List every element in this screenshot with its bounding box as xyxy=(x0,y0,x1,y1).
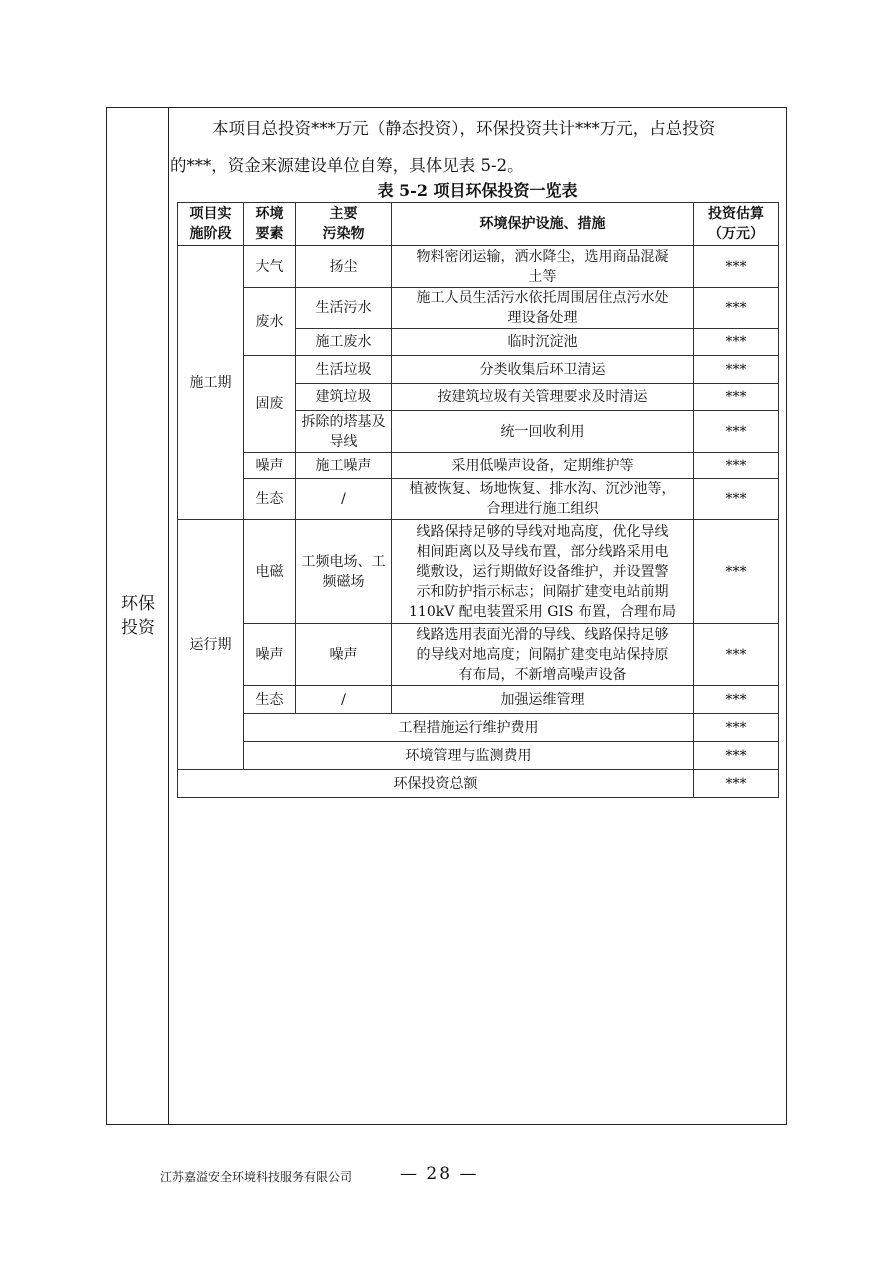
cost-cell: *** xyxy=(694,411,779,453)
intro-line: 的***，资金来源建设单位自筹，具体见表 5-2。 xyxy=(170,156,524,175)
pollutant-cell: 工频电场、工频磁场 xyxy=(296,520,392,624)
cost-cell: *** xyxy=(694,520,779,624)
table-row xyxy=(178,686,779,714)
cost-cell: *** xyxy=(694,246,779,288)
table-row xyxy=(178,453,779,479)
table-row xyxy=(178,356,779,384)
measure-cell: 临时沉淀池 xyxy=(392,329,694,356)
intro-line: 本项目总投资***万元（静态投资），环保投资共计***万元，占总投资 xyxy=(212,119,716,138)
pollutant-cell: 生活污水 xyxy=(296,288,392,329)
pollutant-cell: / xyxy=(296,686,392,714)
measure-cell: 加强运维管理 xyxy=(392,686,694,714)
pollutant-cell: 建筑垃圾 xyxy=(296,384,392,411)
table-row xyxy=(178,288,779,329)
intro-paragraph xyxy=(170,110,780,184)
side-label xyxy=(107,592,169,640)
side-column xyxy=(107,108,169,1124)
summary-label-cell: 环境管理与监测费用 xyxy=(244,742,694,770)
investment-table xyxy=(177,202,779,798)
cost-cell: *** xyxy=(694,453,779,479)
table-row xyxy=(178,714,779,742)
footer-company: 江苏嘉溢安全环境科技服务有限公司 xyxy=(160,1170,353,1184)
cost-cell: *** xyxy=(694,288,779,329)
element-cell: 大气 xyxy=(244,246,296,288)
summary-label-cell: 工程措施运行维护费用 xyxy=(244,714,694,742)
element-cell: 电磁 xyxy=(244,520,296,624)
table-row xyxy=(178,624,779,686)
side-label-line: 投资 xyxy=(121,618,155,638)
cost-cell: *** xyxy=(694,479,779,520)
cost-cell: *** xyxy=(694,686,779,714)
page-number: — 28 — xyxy=(400,1164,479,1184)
total-label-cell: 环保投资总额 xyxy=(178,770,694,798)
element-cell: 噪声 xyxy=(244,624,296,686)
pollutant-cell: 施工废水 xyxy=(296,329,392,356)
cost-cell: *** xyxy=(694,329,779,356)
measure-cell: 植被恢复、场地恢复、排水沟、沉沙池等， 合理进行施工组织 xyxy=(392,479,694,520)
measure-cell: 线路选用表面光滑的导线、线路保持足够 的导线对地高度；间隔扩建变电站保持原 有布局，不新增高噪声设备 xyxy=(392,624,694,686)
element-cell: 废水 xyxy=(244,288,296,356)
measure-cell: 统一回收利用 xyxy=(392,411,694,453)
element-cell: 生态 xyxy=(244,686,296,714)
pollutant-cell: 生活垃圾 xyxy=(296,356,392,384)
measure-cell: 采用低噪声设备，定期维护等 xyxy=(392,453,694,479)
measure-cell: 分类收集后环卫清运 xyxy=(392,356,694,384)
table-row xyxy=(178,742,779,770)
measure-cell: 按建筑垃圾有关管理要求及时清运 xyxy=(392,384,694,411)
cost-cell: *** xyxy=(694,742,779,770)
side-label-line: 环保 xyxy=(121,594,155,614)
cost-cell: *** xyxy=(694,714,779,742)
header-measures: 环境保护设施、措施 xyxy=(392,203,694,246)
table-row xyxy=(178,520,779,624)
header-pollutant: 主要 污染物 xyxy=(296,203,392,246)
table-header-row xyxy=(178,203,779,246)
stage-cell: 运行期 xyxy=(178,520,244,770)
cost-cell: *** xyxy=(694,384,779,411)
table-row xyxy=(178,479,779,520)
element-cell: 噪声 xyxy=(244,453,296,479)
measure-cell: 物料密闭运输，洒水降尘，选用商品混凝 土等 xyxy=(392,246,694,288)
table-row xyxy=(178,246,779,288)
pollutant-cell: 拆除的塔基及导线 xyxy=(296,411,392,453)
cost-cell: *** xyxy=(694,624,779,686)
pollutant-cell: 施工噪声 xyxy=(296,453,392,479)
header-element: 环境 要素 xyxy=(244,203,296,246)
element-cell: 固废 xyxy=(244,356,296,453)
header-stage: 项目实 施阶段 xyxy=(178,203,244,246)
measure-cell: 施工人员生活污水依托周围居住点污水处 理设备处理 xyxy=(392,288,694,329)
header-estimate: 投资估算 （万元） xyxy=(694,203,779,246)
total-cost-cell: *** xyxy=(694,770,779,798)
pollutant-cell: 扬尘 xyxy=(296,246,392,288)
total-row xyxy=(178,770,779,798)
table-title: 表 5-2 项目环保投资一览表 xyxy=(377,181,578,200)
stage-cell: 施工期 xyxy=(178,246,244,520)
pollutant-cell: 噪声 xyxy=(296,624,392,686)
cost-cell: *** xyxy=(694,356,779,384)
pollutant-cell: / xyxy=(296,479,392,520)
element-cell: 生态 xyxy=(244,479,296,520)
measure-cell: 线路保持足够的导线对地高度，优化导线 相间距离以及导线布置，部分线路采用电 缆敷设，运行期做好设备维护，并设置警 示和防护指示标志；间隔扩建变电站前期 110kV 配电装置采用 GIS 布置，合理布局 xyxy=(392,520,694,624)
